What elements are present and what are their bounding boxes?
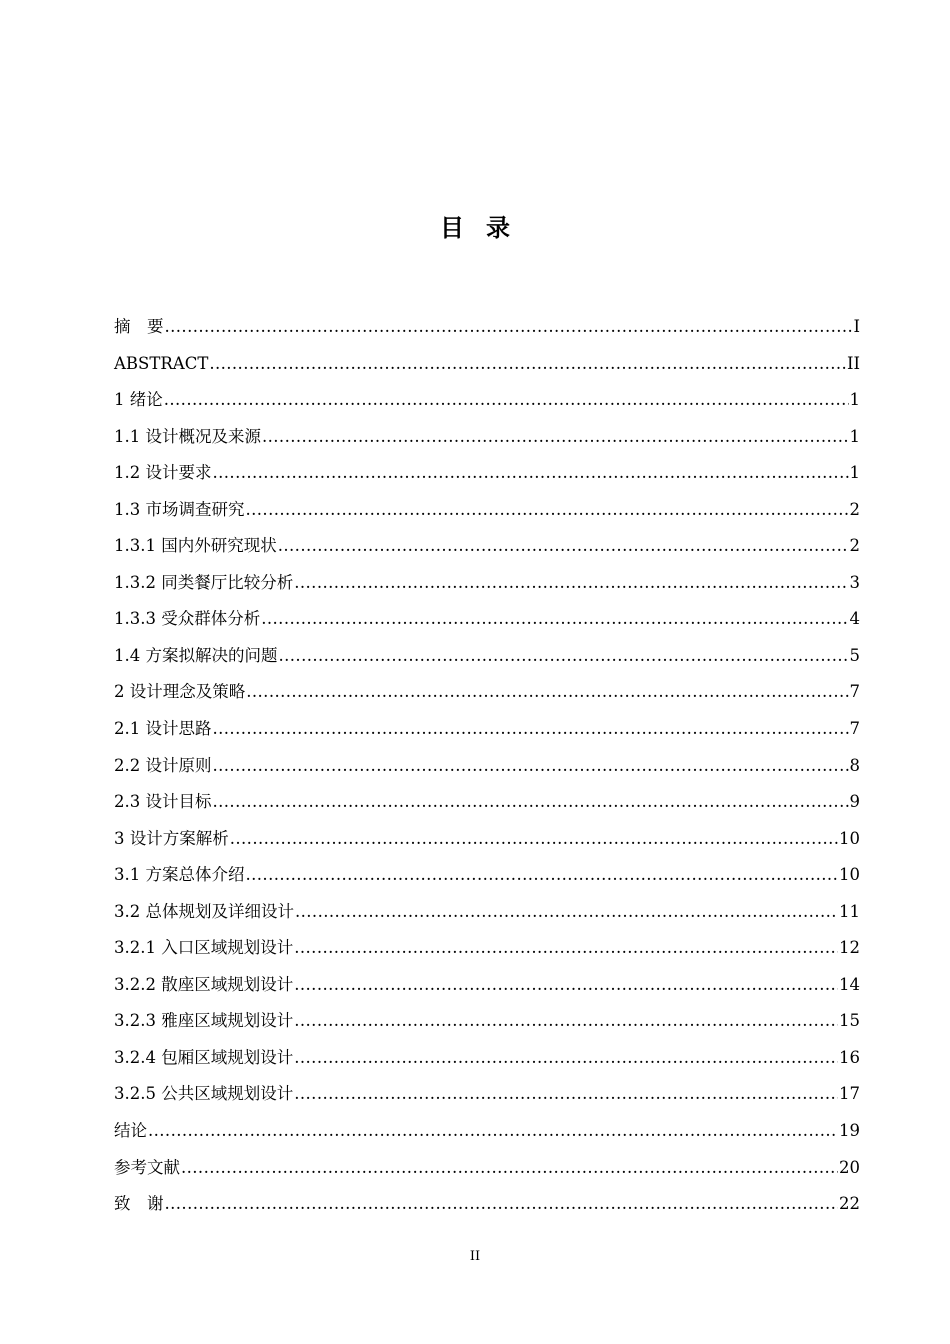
toc-entry-label: 3.2.1 入口区域规划设计 — [114, 938, 294, 958]
toc-entry[interactable] — [114, 638, 860, 675]
toc-dot-leader — [164, 382, 849, 419]
toc-entry-page-number: II — [846, 353, 860, 373]
toc-entry[interactable] — [114, 1150, 860, 1187]
toc-entry-label: 结论 — [114, 1121, 147, 1141]
toc-entry-label: 3.2.4 包厢区域规划设计 — [114, 1047, 294, 1067]
toc-dot-leader — [213, 784, 849, 821]
toc-entry[interactable] — [114, 1040, 860, 1077]
toc-dot-leader — [165, 1186, 839, 1223]
table-of-contents — [114, 309, 860, 1223]
toc-entry-label: 1.4 方案拟解决的问题 — [114, 645, 278, 665]
toc-dot-leader — [213, 748, 849, 785]
toc-entry[interactable] — [114, 1003, 860, 1040]
toc-dot-leader — [246, 674, 848, 711]
toc-entry[interactable] — [114, 711, 860, 748]
toc-entry[interactable] — [114, 346, 860, 383]
toc-entry-page-number: 5 — [849, 645, 860, 665]
toc-entry-page-number: 9 — [849, 792, 860, 812]
toc-entry[interactable] — [114, 309, 860, 346]
toc-dot-leader — [294, 565, 848, 602]
toc-entry-label: 2 设计理念及策略 — [114, 682, 246, 702]
toc-entry-label: 3 设计方案解析 — [114, 828, 229, 848]
toc-entry-page-number: 12 — [839, 938, 860, 958]
toc-entry-page-number: 3 — [849, 572, 860, 592]
toc-entry-label: 2.1 设计思路 — [114, 719, 212, 739]
toc-entry[interactable] — [114, 784, 860, 821]
toc-entry-page-number: 2 — [849, 499, 860, 519]
toc-entry-page-number: 2 — [849, 536, 860, 556]
toc-entry-page-number: 11 — [839, 901, 860, 921]
toc-entry-page-number: 22 — [839, 1194, 860, 1214]
toc-dot-leader — [181, 1150, 838, 1187]
toc-dot-leader — [294, 930, 838, 967]
toc-entry-label: 3.2.5 公共区域规划设计 — [114, 1084, 294, 1104]
toc-entry-label: 3.2.3 雅座区域规划设计 — [114, 1011, 294, 1031]
toc-entry[interactable] — [114, 1186, 860, 1223]
toc-entry[interactable] — [114, 894, 860, 931]
toc-dot-leader — [294, 1076, 838, 1113]
toc-dot-leader — [294, 1003, 838, 1040]
toc-dot-leader — [213, 711, 849, 748]
toc-entry-page-number: 7 — [849, 682, 860, 702]
toc-entry[interactable] — [114, 1076, 860, 1113]
toc-entry[interactable] — [114, 967, 860, 1004]
toc-dot-leader — [246, 492, 849, 529]
toc-entry-page-number: I — [853, 317, 860, 336]
toc-dot-leader — [295, 894, 838, 931]
toc-entry[interactable] — [114, 455, 860, 492]
toc-entry-page-number: 19 — [839, 1121, 860, 1141]
toc-entry-page-number: 4 — [849, 609, 860, 629]
toc-entry[interactable] — [114, 930, 860, 967]
toc-dot-leader — [165, 309, 853, 346]
toc-entry-page-number: 1 — [849, 426, 860, 446]
toc-entry[interactable] — [114, 1113, 860, 1150]
toc-entry[interactable] — [114, 601, 860, 638]
toc-entry-label: 1.3.3 受众群体分析 — [114, 609, 261, 629]
toc-entry-label: 3.2 总体规划及详细设计 — [114, 901, 294, 921]
toc-dot-leader — [262, 419, 849, 456]
toc-dot-leader — [230, 821, 838, 858]
toc-entry-label: 参考文献 — [114, 1157, 180, 1177]
toc-dot-leader — [294, 1040, 838, 1077]
toc-entry-label: ABSTRACT — [114, 353, 209, 373]
toc-entry-page-number: 15 — [839, 1011, 860, 1031]
toc-dot-leader — [278, 528, 849, 565]
toc-entry[interactable] — [114, 674, 860, 711]
toc-entry-label: 摘 要 — [114, 317, 164, 336]
toc-entry-page-number: 1 — [849, 463, 860, 483]
toc-entry-page-number: 10 — [839, 865, 860, 885]
toc-entry-page-number: 14 — [839, 974, 860, 994]
toc-entry-page-number: 10 — [839, 828, 860, 848]
toc-entry-page-number: 8 — [849, 755, 860, 775]
toc-entry-label: 致 谢 — [114, 1194, 164, 1214]
toc-entry-label: 1.2 设计要求 — [114, 463, 212, 483]
toc-dot-leader — [279, 638, 849, 675]
toc-entry-page-number: 20 — [839, 1157, 860, 1177]
toc-entry-label: 3.1 方案总体介绍 — [114, 865, 245, 885]
toc-dot-leader — [246, 857, 839, 894]
toc-entry-label: 1.3 市场调查研究 — [114, 499, 245, 519]
toc-entry[interactable] — [114, 382, 860, 419]
toc-entry-label: 1.3.2 同类餐厅比较分析 — [114, 572, 294, 592]
toc-entry[interactable] — [114, 748, 860, 785]
toc-entry[interactable] — [114, 857, 860, 894]
toc-entry-page-number: 1 — [849, 390, 860, 410]
toc-entry-page-number: 17 — [839, 1084, 860, 1104]
toc-dot-leader — [209, 346, 846, 383]
toc-entry-label: 1.3.1 国内外研究现状 — [114, 536, 277, 556]
toc-entry[interactable] — [114, 492, 860, 529]
page-title: 目录 — [440, 214, 532, 243]
toc-entry-page-number: 16 — [839, 1047, 860, 1067]
toc-dot-leader — [294, 967, 838, 1004]
toc-dot-leader — [261, 601, 848, 638]
toc-entry-label: 3.2.2 散座区域规划设计 — [114, 974, 294, 994]
toc-entry[interactable] — [114, 419, 860, 456]
toc-entry-label: 2.3 设计目标 — [114, 792, 212, 812]
toc-entry-page-number: 7 — [849, 719, 860, 739]
toc-entry-label: 2.2 设计原则 — [114, 755, 212, 775]
toc-entry[interactable] — [114, 528, 860, 565]
toc-entry[interactable] — [114, 565, 860, 602]
toc-entry-label: 1.1 设计概况及来源 — [114, 426, 261, 446]
page-number: II — [469, 1249, 481, 1264]
toc-dot-leader — [148, 1113, 838, 1150]
toc-entry-label: 1 绪论 — [114, 390, 163, 410]
toc-entry[interactable] — [114, 821, 860, 858]
toc-dot-leader — [213, 455, 849, 492]
